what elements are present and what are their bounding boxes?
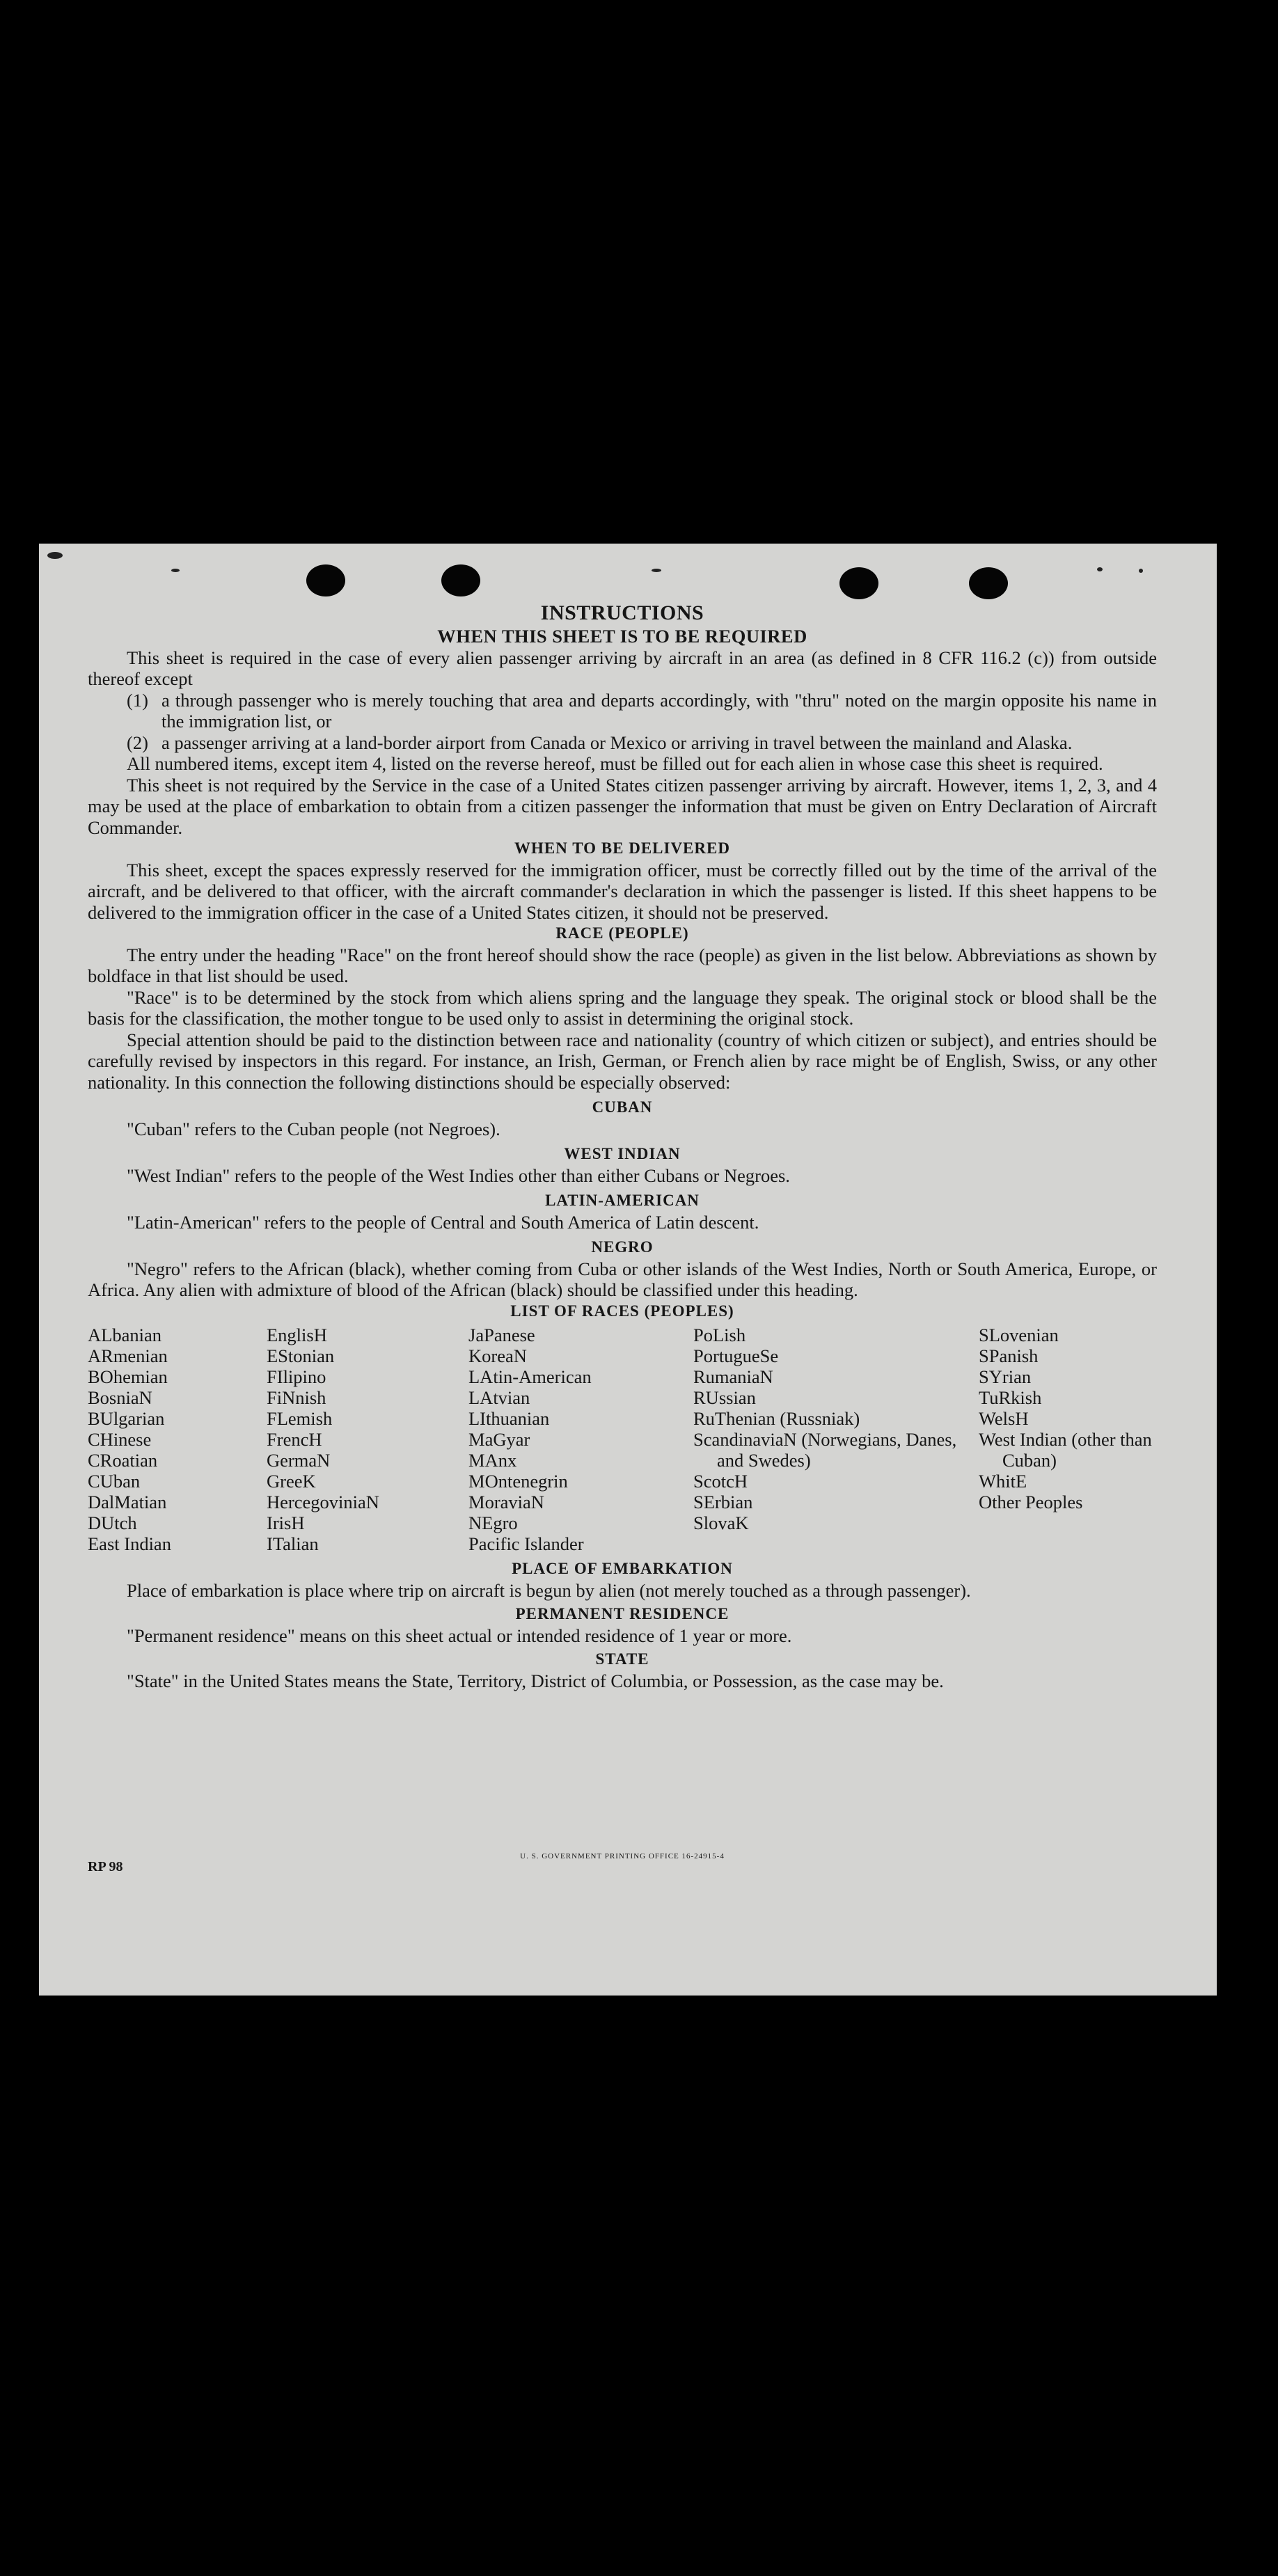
race-item: ITalian [267, 1533, 319, 1554]
race-item: BOhemian [88, 1366, 168, 1387]
paragraph-numbered-items: All numbered items, except item 4, listed on the reverse hereof, must be filled out for each alien in whose case this sheet is required. [127, 753, 1103, 774]
race-column-4 [693, 1325, 979, 1554]
race-item: Other Peoples [979, 1492, 1083, 1512]
race-item: ARmenian [88, 1345, 168, 1366]
race-item: WhitE [979, 1471, 1027, 1492]
paragraph-cuban: "Cuban" refers to the Cuban people (not Negroes). [127, 1118, 500, 1139]
document-body [88, 601, 1157, 1691]
paragraph-state: "State" in the United States means the State, Territory, District of Columbia, or Possession, as the case may be. [127, 1670, 944, 1691]
race-item: CRoatian [88, 1450, 158, 1471]
paragraph-intro: This sheet is required in the case of every alien passenger arriving by aircraft in an area (as defined in 8 CFR 116.2 (c)) from outside thereof except [88, 647, 1157, 689]
heading-embarkation: PLACE OF EMBARKATION [512, 1560, 733, 1577]
instruction-sheet [39, 544, 1217, 1996]
ink-speck [652, 569, 661, 572]
paragraph-latin-american: "Latin-American" refers to the people of Central and South America of Latin descent. [127, 1211, 759, 1233]
paragraph-west-indian: "West Indian" refers to the people of the West Indies other than either Cubans or Negroes. [127, 1164, 790, 1186]
race-item: East Indian [88, 1533, 171, 1554]
item-text: a through passenger who is merely touching that area and departs accordingly, with "thru" noted on the margin opposite his name in the immigration list, or [161, 689, 1157, 732]
race-item: RUssian [693, 1387, 756, 1408]
heading-west-indian: WEST INDIAN [564, 1145, 681, 1162]
paragraph-race-3: Special attention should be paid to the distinction between race and nationality (country of which citizen or subject), and entries should be carefully revised by inspectors in this regard. For instance, an Irish, German, or French alien by race might be of English, Swiss, or any other nationality. In this connection the following distinctions should be especially observed: [88, 1029, 1157, 1093]
race-item: CHinese [88, 1429, 152, 1450]
race-item: NEgro [468, 1512, 518, 1533]
race-item: SlovaK [693, 1512, 749, 1533]
race-item: GermaN [267, 1450, 331, 1471]
heading-when-required: WHEN THIS SHEET IS TO BE REQUIRED [437, 626, 807, 647]
race-item: WelsH [979, 1408, 1029, 1429]
item-text: a passenger arriving at a land-border airport from Canada or Mexico or arriving in travel between the mainland and Alaska. [161, 732, 1073, 753]
paragraph-citizen: This sheet is not required by the Service in the case of a United States citizen passenger arriving by aircraft. However, items 1, 2, 3, and 4 may be used at the place of embarkation to obtain from a citizen passenger the information that must be given on Entry Declaration of Aircraft Commander. [88, 774, 1157, 838]
paragraph-race-2: "Race" is to be determined by the stock from which aliens spring and the language they speak. The original stock or blood shall be the basis for the classification, the mother tongue to be used only to assist in determining the original stock. [88, 986, 1157, 1029]
heading-permanent-residence: PERMANENT RESIDENCE [515, 1605, 729, 1622]
race-item: IrisH [267, 1512, 305, 1533]
race-item: FiNnish [267, 1387, 326, 1408]
paragraph-permanent-residence: "Permanent residence" means on this sheet actual or intended residence of 1 year or more. [127, 1625, 792, 1646]
race-item: DUtch [88, 1512, 137, 1533]
race-item: MoraviaN [468, 1492, 544, 1512]
race-item: RuThenian (Russniak) [693, 1408, 860, 1429]
race-item: BosniaN [88, 1387, 152, 1408]
race-item: KoreaN [468, 1345, 527, 1366]
race-item: LAtin-American [468, 1366, 592, 1387]
heading-cuban: CUBAN [592, 1098, 653, 1116]
paragraph-negro: "Negro" refers to the African (black), whether coming from Cuba or other islands of the West Indies, North or South America, Europe, or Africa. Any alien with admixture of blood of the African (black) should be classified under this heading. [88, 1258, 1157, 1300]
race-item: MaGyar [468, 1429, 530, 1450]
race-column-2 [267, 1325, 468, 1554]
race-item: TuRkish [979, 1387, 1042, 1408]
race-item: LIthuanian [468, 1408, 550, 1429]
exception-item-1 [88, 690, 1157, 732]
heading-latin-american: LATIN-AMERICAN [545, 1192, 700, 1209]
form-footer [88, 1852, 1157, 1880]
ink-speck [1097, 567, 1103, 571]
paragraph-race-1: The entry under the heading "Race" on the front hereof should show the race (people) as given in the list below. Abbreviations as shown by boldface in that list should be used. [88, 944, 1157, 986]
heading-state: STATE [595, 1650, 649, 1668]
race-item: MAnx [468, 1450, 517, 1471]
race-item: FLemish [267, 1408, 333, 1429]
race-item: CUban [88, 1471, 141, 1492]
race-column-3 [468, 1325, 693, 1554]
race-list [88, 1325, 1157, 1554]
race-item: SPanish [979, 1345, 1039, 1366]
race-item: EStonian [267, 1345, 335, 1366]
race-item: EnglisH [267, 1325, 327, 1345]
race-item: ScotcH [693, 1471, 748, 1492]
item-number: (2) [127, 732, 148, 753]
punch-hole-3 [839, 567, 878, 599]
heading-list-of-races: LIST OF RACES (PEOPLES) [510, 1302, 734, 1320]
race-item: MOntenegrin [468, 1471, 568, 1492]
item-number: (1) [127, 689, 148, 711]
race-item: BUlgarian [88, 1408, 165, 1429]
race-item: LAtvian [468, 1387, 530, 1408]
ink-speck [171, 569, 180, 572]
punch-hole-4 [969, 567, 1008, 599]
race-column-1 [88, 1325, 267, 1554]
paragraph-embarkation: Place of embarkation is place where trip on aircraft is begun by alien (not merely touched as a through passenger). [127, 1579, 971, 1601]
exception-item-2 [88, 732, 1157, 754]
punch-hole-1 [306, 564, 345, 596]
heading-negro: NEGRO [591, 1238, 654, 1256]
race-item: PortugueSe [693, 1345, 779, 1366]
race-item: ScandinaviaN (Norwegians, Danes, and Swedes) [693, 1429, 957, 1471]
punch-hole-2 [441, 564, 480, 596]
race-item: RumaniaN [693, 1366, 773, 1387]
ink-speck [47, 552, 63, 559]
paragraph-delivery: This sheet, except the spaces expressly reserved for the immigration officer, must be correctly filled out by the time of the arrival of the aircraft, and be delivered to that officer, with the aircraft commander's declaration in which the passenger is listed. If this sheet happens to be delivered to the immigration officer in the case of a United States citizen, it should not be preserved. [88, 859, 1157, 923]
race-item: FIlipino [267, 1366, 326, 1387]
race-item: DalMatian [88, 1492, 167, 1512]
race-item: FrencH [267, 1429, 322, 1450]
race-item: SYrian [979, 1366, 1032, 1387]
heading-race: RACE (PEOPLE) [555, 924, 689, 942]
race-item: JaPanese [468, 1325, 535, 1345]
race-column-5 [979, 1325, 1157, 1554]
race-item: West Indian (other than Cuban) [979, 1429, 1152, 1471]
document-title: INSTRUCTIONS [540, 601, 704, 624]
race-item: SErbian [693, 1492, 753, 1512]
race-item: GreeK [267, 1471, 316, 1492]
race-item: HercegoviniaN [267, 1492, 379, 1512]
heading-when-delivered: WHEN TO BE DELIVERED [514, 839, 730, 857]
race-item: ALbanian [88, 1325, 161, 1345]
race-item: SLovenian [979, 1325, 1059, 1345]
race-item: PoLish [693, 1325, 746, 1345]
race-item: Pacific Islander [468, 1533, 584, 1554]
ink-speck [1139, 569, 1143, 573]
printer-imprint: U. S. GOVERNMENT PRINTING OFFICE 16-24915-4 [520, 1852, 725, 1860]
form-number: RP 98 [88, 1859, 123, 1874]
